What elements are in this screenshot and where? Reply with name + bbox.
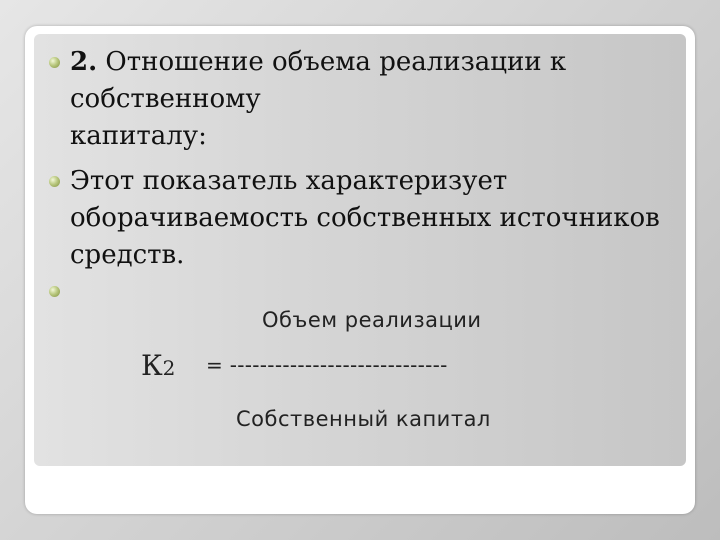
point-number: 2. bbox=[70, 47, 98, 77]
bullet-icon bbox=[49, 176, 60, 187]
bullet-2-line-3: средств. bbox=[70, 240, 185, 270]
formula-subscript: 2 bbox=[162, 356, 176, 380]
point-1-text: Отношение объема реализации к bbox=[105, 47, 567, 77]
bullet-1-line-2: собственному bbox=[70, 84, 261, 114]
bullet-2-line-1: Этот показатель характеризует bbox=[70, 166, 508, 196]
formula-symbol bbox=[141, 349, 175, 382]
bullet-1-line-1 bbox=[70, 44, 566, 81]
bullet-2-line-2: оборачиваемость собственных источников bbox=[70, 203, 660, 233]
bullet-1-line-3: капиталу: bbox=[70, 121, 207, 151]
formula-symbol-letter: К bbox=[141, 349, 163, 382]
bullet-icon bbox=[49, 57, 60, 68]
bullet-icon bbox=[49, 286, 60, 297]
formula-denominator: Собственный капитал bbox=[236, 407, 491, 431]
formula-fraction-line: = ----------------------------- bbox=[206, 353, 448, 377]
formula-numerator: Объем реализации bbox=[262, 308, 482, 332]
